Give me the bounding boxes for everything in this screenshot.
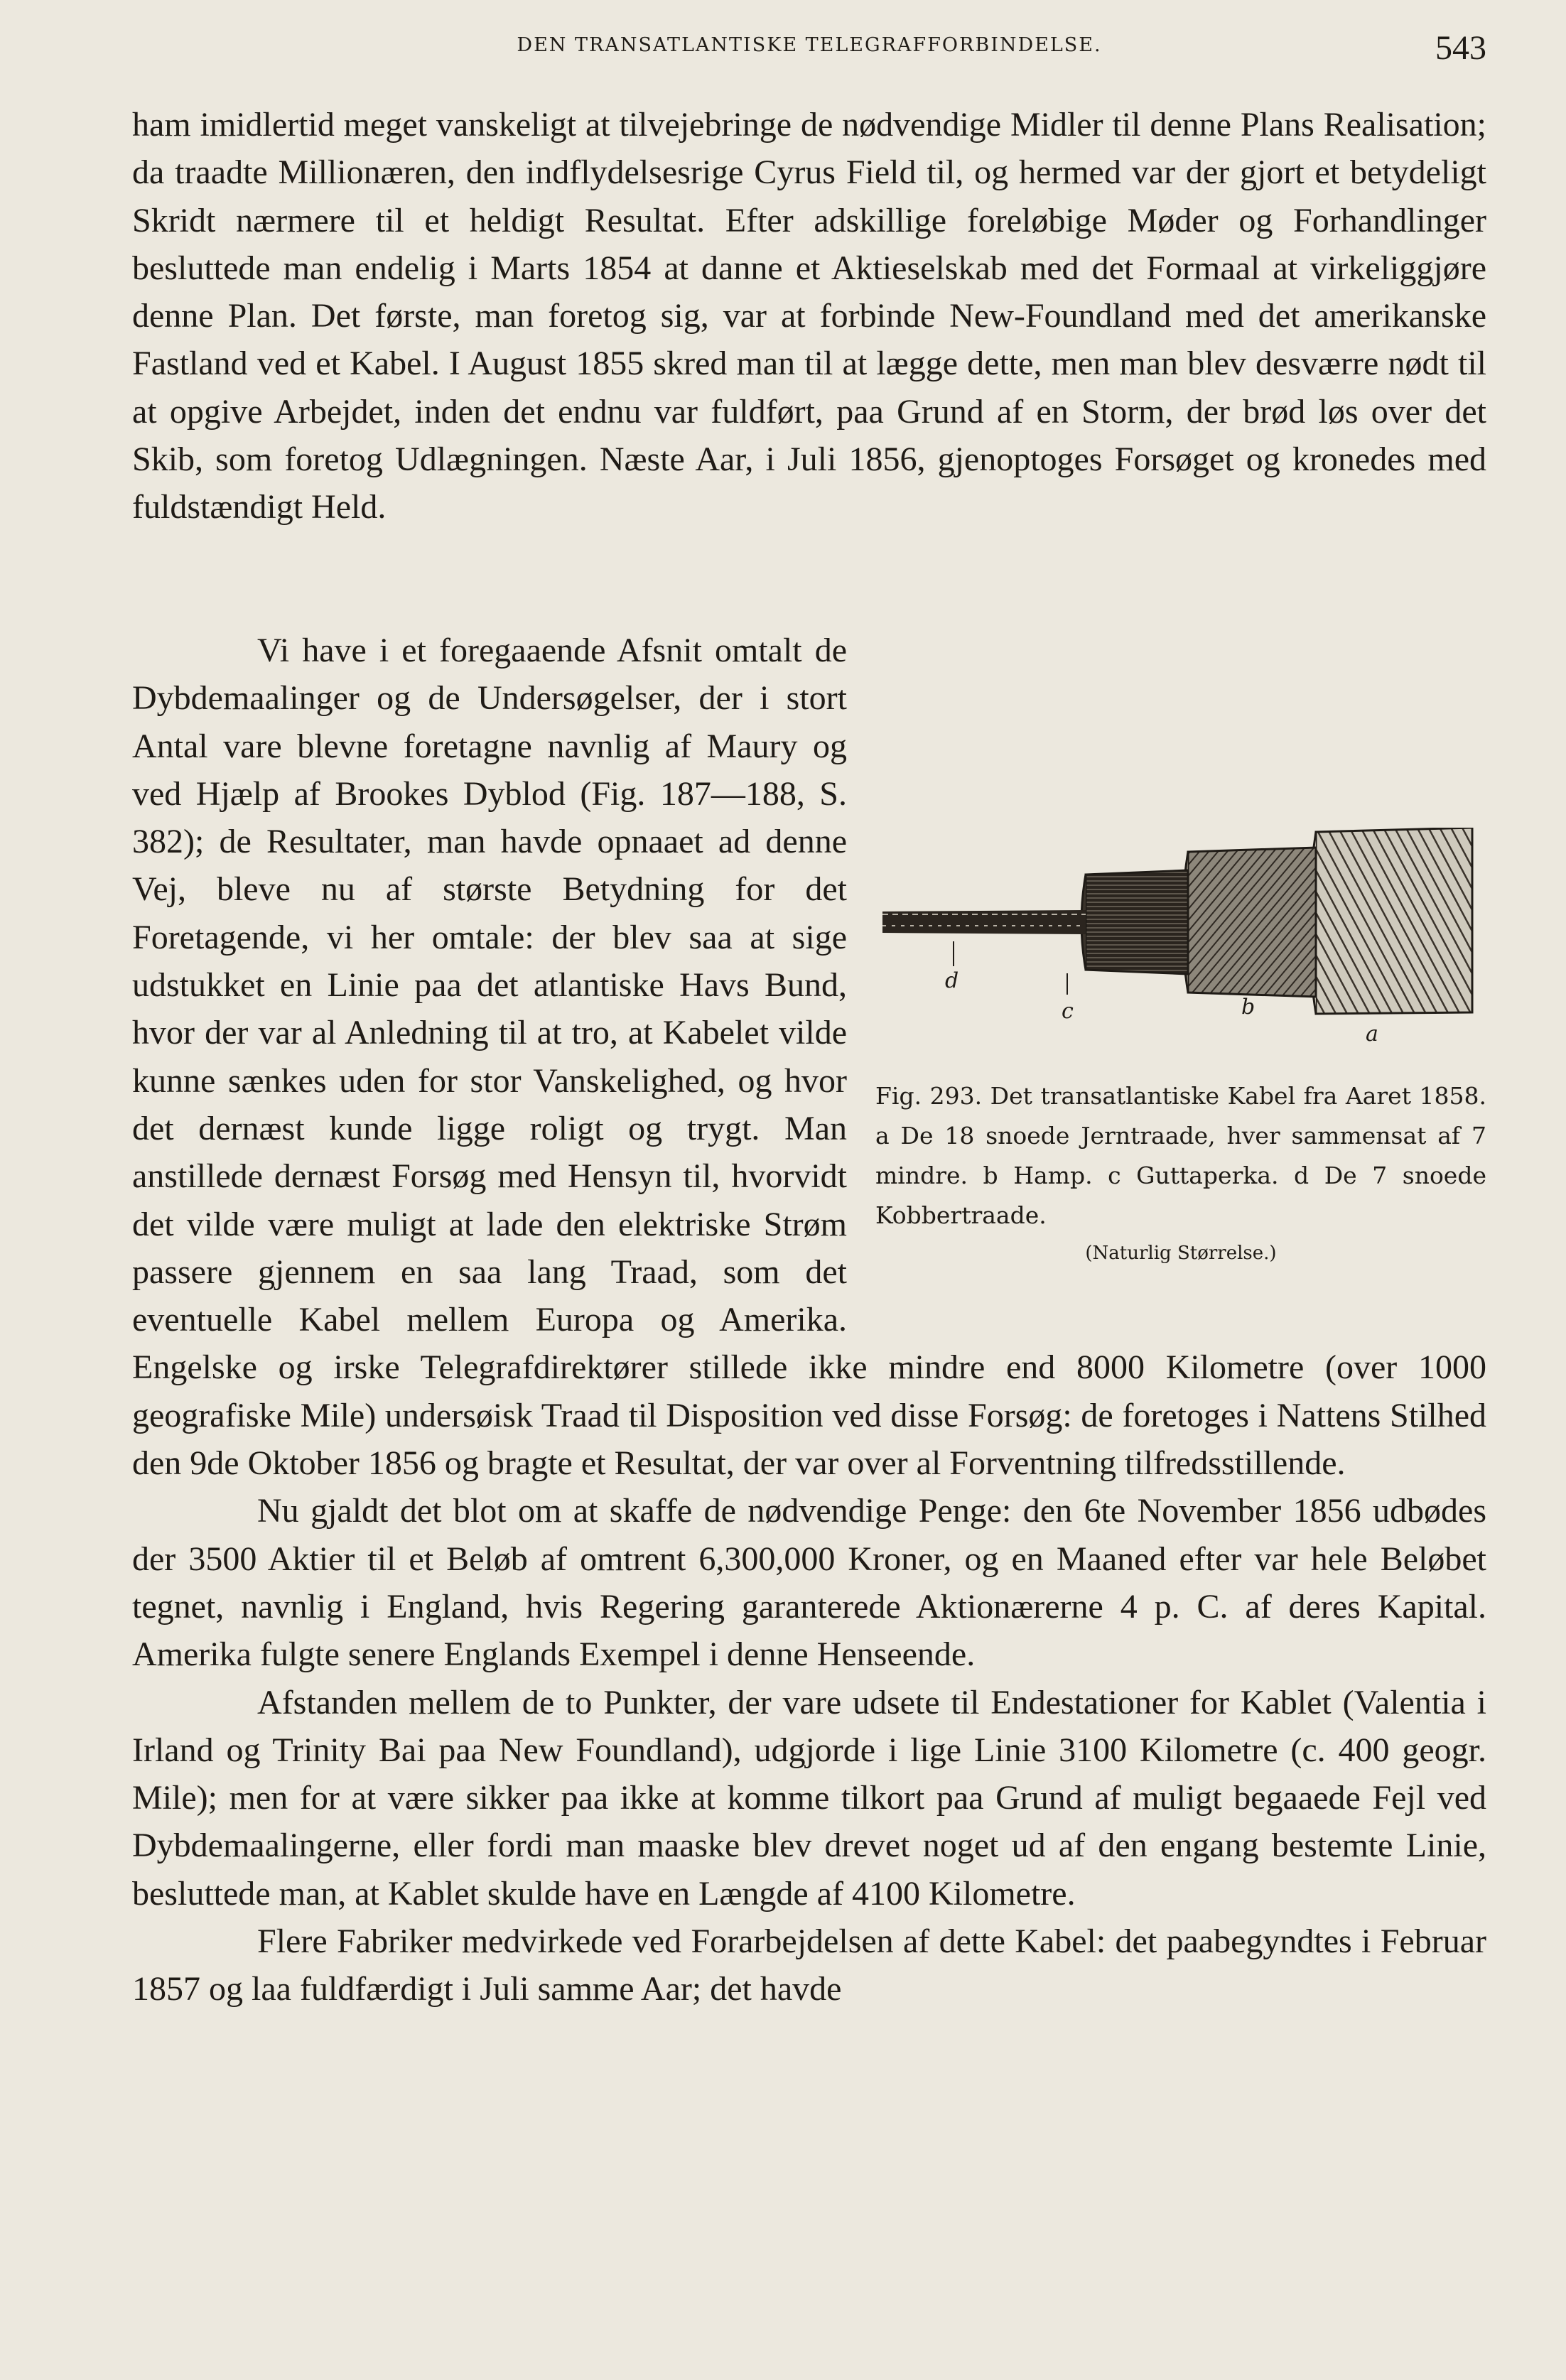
cable-guttapercha xyxy=(1081,870,1188,974)
label-c: c xyxy=(1062,999,1074,1024)
cable-iron-wires xyxy=(1309,828,1472,1014)
paragraph-1: ham imidlertid meget vanskeligt at tilvejebringe de nødvendige Midler til denne Plans Realisation; da traadte Millionæren, den indflydelsesrige Cyrus Field til, og hermed var der gjort et betydeligt Skridt nærmere til et heldigt Resultat. Efter adskillige foreløbige Møder og Forhandlinger besluttede man endelig i Marts 1854 at danne et Aktieselskab med det Formaal at virkeliggjøre denne Plan. Det første, man foretog sig, var at forbinde New-Foundland med det amerikanske Fastland ved et Kabel. I August 1855 skred man til at lægge dette, men man blev desværre nødt til at opgive Arbejdet, inden det endnu var fuldført, paa Grund af en Storm, der brød løs over det Skib, som foretog Udlægningen. Næste Aar, i Juli 1856, gjenoptoges Forsøget og kronedes med fuldstændigt Held. xyxy=(132,106,1486,526)
cable-copper-wires xyxy=(882,910,1086,934)
cable-illustration xyxy=(875,828,1486,1112)
page-number: 543 xyxy=(1435,29,1486,67)
cable-hemp xyxy=(1182,848,1316,997)
paragraph-4: Afstanden mellem de to Punkter, der vare udsete til Endestationer for Kablet (Valentia i Irland og Trinity Bai paa New Foundland), udgjorde i lige Linie 3100 Kilometre (c. 400 geogr. Mile); men for at være sikker paa ikke at komme tilkort paa Grund af muligt begaaede Fejl ved Dybdemaalingerne, eller fordi man maaske blev drevet noget ud af den engang bestemte Linie, besluttede man, at Kablet skulde have en Længde af 4100 Kilometre. xyxy=(132,1683,1486,1913)
body-text-top xyxy=(132,101,1486,531)
paragraph-3: Nu gjaldt det blot om at skaffe de nødvendige Penge: den 6te November 1856 udbødes der 3500 Aktier til et Beløb af omtrent 6,300,000 Kroner, og en Maaned efter var hele Beløbet tegnet, navnlig i England, hvis Regering garanterede Aktionærerne 4 p. C. af deres Kapital. Amerika fulgte senere Englands Exempel i denne Henseende. xyxy=(132,1492,1486,1674)
label-b: b xyxy=(1241,995,1256,1019)
label-d: d xyxy=(945,968,959,993)
running-title: DEN TRANSATLANTISKE TELEGRAFFORBINDELSE. xyxy=(517,34,1102,56)
figure-caption xyxy=(875,1076,1486,1271)
page-header xyxy=(132,28,1486,71)
label-a: a xyxy=(1366,1022,1378,1046)
paragraph-2-text: Vi have i et foregaaende Afsnit omtalt de Dybdemaalinger og de Undersøgelser, der i stort Antal vare blevne foretagne navnlig af Maury og ved Hjælp af Brookes Dyblod (Fig. 187—188, S. 382); de Resultater, man havde opnaaet ad denne Vej, bleve nu af største Betydning for det Foretagende, vi her omtale: der blev saa at sige udstukket en Linie paa det atlantiske Havs Bund, hvor der var al Anledning til at tro, at Kabelet vilde kunne sænkes uden for stor Vanskelighed, og hvor det dernæst kunde ligge roligt og trygt. Man anstillede dernæst Forsøg med Hensyn til, hvorvidt det vilde være muligt at lade den elektriske Strøm passere gjennem en saa lang Traad, som det eventuelle Kabel mellem Europa og Amerika. Engelske og irske Telegrafdirektører stillede ikke mindre end 8000 Kilometre (over 1000 geografiske Mile) undersøisk Traad til Disposition ved disse Forsøg: de foretoges i Nattens Stilhed den 9de Oktober 1856 og bragte et Resultat, der var over al Forventning tilfredsstillende. xyxy=(132,632,1486,1483)
caption-size-note: (Naturlig Størrelse.) xyxy=(1085,1243,1277,1264)
cable-figure xyxy=(875,771,1486,1311)
caption-text: Fig. 293. Det transatlantiske Kabel fra Aaret 1858. a De 18 snoede Jerntraade, hver sammensat af 7 mindre. b Hamp. c Guttaperka. d De 7 snoede Kobbertraade. xyxy=(875,1082,1486,1229)
paragraph-5: Flere Fabriker medvirkede ved Forarbejdelsen af dette Kabel: det paabegyndtes i Februar 1857 og laa fuldfærdigt i Juli samme Aar; det havde xyxy=(132,1922,1486,2008)
